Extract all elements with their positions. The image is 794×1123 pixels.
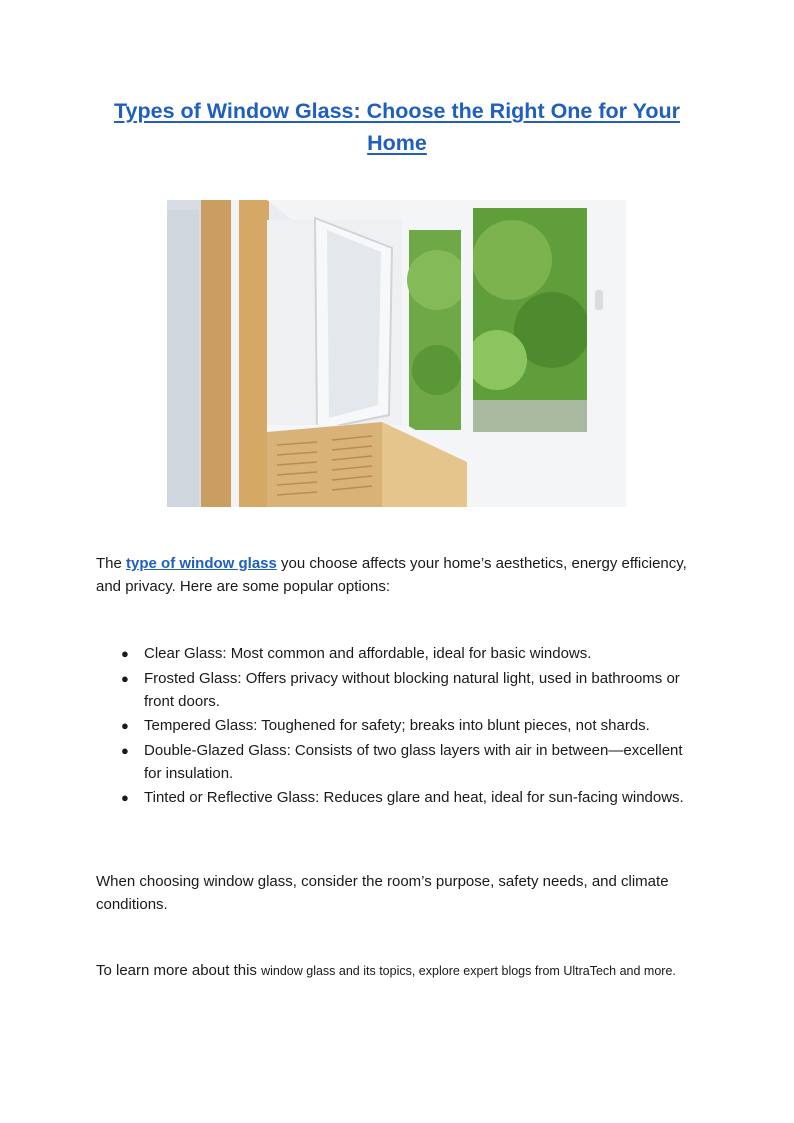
bullet-icon: ●	[121, 790, 129, 805]
list-item-text: Clear Glass: Most common and affordable, ideal for basic windows.	[144, 645, 592, 662]
bullet-icon: ●	[121, 718, 129, 733]
list-item-text: Double-Glazed Glass: Consists of two glass layers with air in between—excellent for insulation.	[144, 741, 683, 782]
type-of-window-glass-link[interactable]: type of window glass	[126, 555, 277, 572]
list-item	[96, 667, 701, 713]
list-item	[96, 714, 701, 737]
learn-more-lead: To learn more about this	[96, 962, 262, 979]
intro-text-start: The	[96, 555, 127, 572]
page-title[interactable]: Types of Window Glass: Choose the Right One for Your Home	[113, 99, 680, 155]
bullet-icon: ●	[121, 670, 129, 686]
closing-paragraph: When choosing window glass, consider the room’s purpose, safety needs, and climate conditions.	[96, 873, 669, 913]
list-item	[96, 642, 701, 665]
learn-more-rest: window glass and its topics, explore expert blogs from UltraTech and more.	[261, 964, 676, 978]
list-item-text: Tinted or Reflective Glass: Reduces glare and heat, ideal for sun-facing windows.	[144, 789, 684, 806]
bullet-icon: ●	[121, 646, 129, 661]
glass-types-list	[96, 642, 701, 811]
learn-more-paragraph	[96, 960, 706, 982]
bullet-icon: ●	[121, 742, 129, 758]
list-item-text: Tempered Glass: Toughened for safety; breaks into blunt pieces, not shards.	[144, 717, 650, 734]
list-item	[96, 786, 701, 809]
intro-text-end: you choose affects your home’s aesthetics, energy efficiency, and privacy. Here are some popular options:	[96, 555, 687, 595]
hero-image	[167, 200, 626, 507]
list-item	[96, 739, 701, 785]
list-item-text: Frosted Glass: Offers privacy without blocking natural light, used in bathrooms or front doors.	[144, 669, 680, 710]
window-photo-icon	[167, 200, 626, 507]
intro-paragraph	[96, 552, 696, 598]
